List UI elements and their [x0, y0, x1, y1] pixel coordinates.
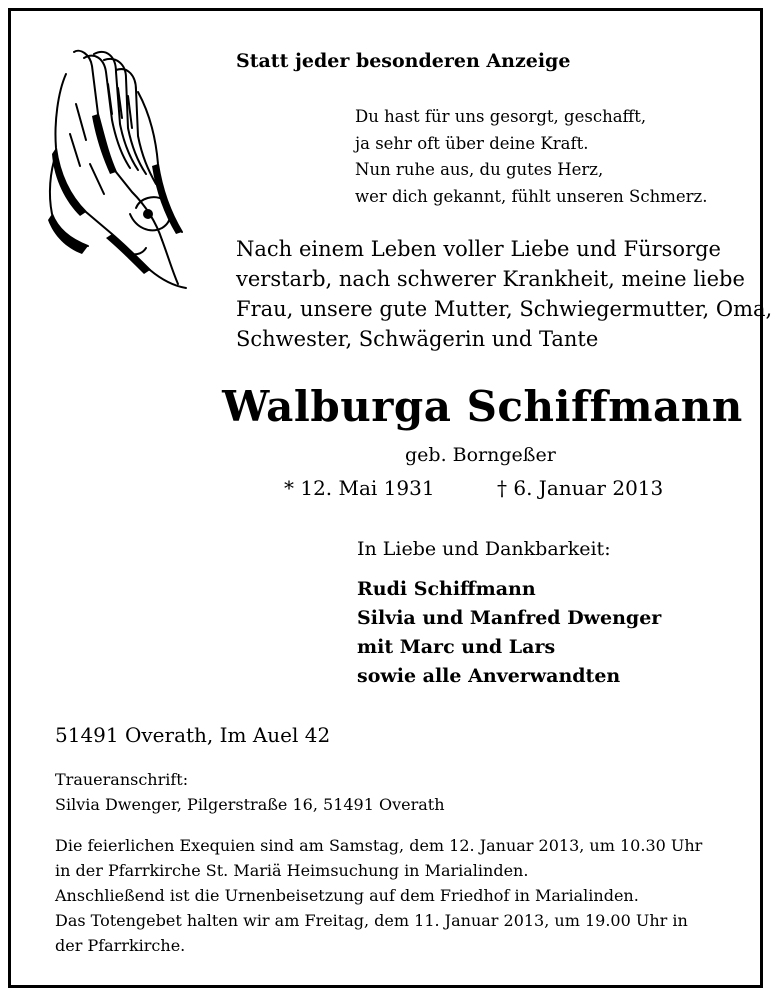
intro-line: Schwester, Schwägerin und Tante [236, 327, 599, 351]
correspondence-label: Traueranschrift: [55, 770, 189, 789]
poem-line: Du hast für uns gesorgt, geschafft, [355, 107, 647, 126]
poem [355, 104, 707, 210]
thanks-line: In Liebe und Dankbarkeit: [357, 538, 611, 560]
praying-hands-icon [46, 44, 196, 294]
service-notice [55, 833, 702, 958]
mourner: Silvia und Manfred Dwenger [357, 607, 662, 629]
notice-line: Das Totengebet halten wir am Freitag, dem 11. Januar 2013, um 19.00 Uhr in [55, 911, 688, 930]
poem-line: wer dich gekannt, fühlt unseren Schmerz. [355, 186, 708, 206]
poem-line: Nun ruhe aus, du gutes Herz, [355, 160, 604, 179]
notice-line: Anschließend ist die Urnenbeisetzung auf dem Friedhof in Marialinden. [55, 886, 639, 905]
notice-line: Die feierlichen Exequien sind am Samstag, dem 12. Januar 2013, um 10.30 Uhr [55, 836, 703, 855]
death-date: † 6. Januar 2013 [497, 476, 664, 500]
deceased-name: Walburga Schiffmann [222, 382, 743, 431]
correspondence-value: Silvia Dwenger, Pilgerstraße 16, 51491 Overath [55, 795, 445, 814]
intro-text [236, 234, 773, 354]
poem-line: ja sehr oft über deine Kraft. [355, 133, 589, 153]
home-address: 51491 Overath, Im Auel 42 [55, 723, 331, 747]
notice-line: in der Pfarrkirche St. Mariä Heimsuchung in Marialinden. [55, 861, 529, 880]
intro-line: Nach einem Leben voller Liebe und Fürsorge [236, 237, 721, 261]
maiden-name: geb. Borngeßer [405, 444, 556, 466]
intro-line: Frau, unsere gute Mutter, Schwiegermutter, Oma, [236, 297, 773, 321]
mourner: Rudi Schiffmann [357, 578, 536, 600]
birth-date: * 12. Mai 1931 [284, 476, 435, 500]
mourner: sowie alle Anverwandten [357, 665, 621, 687]
mourners-list [357, 575, 661, 691]
notice-heading: Statt jeder besonderen Anzeige [236, 50, 571, 72]
mourner: mit Marc und Lars [357, 636, 556, 658]
correspondence-address [55, 767, 445, 817]
intro-line: verstarb, nach schwerer Krankheit, meine liebe [236, 267, 745, 291]
notice-line: der Pfarrkirche. [55, 936, 186, 955]
